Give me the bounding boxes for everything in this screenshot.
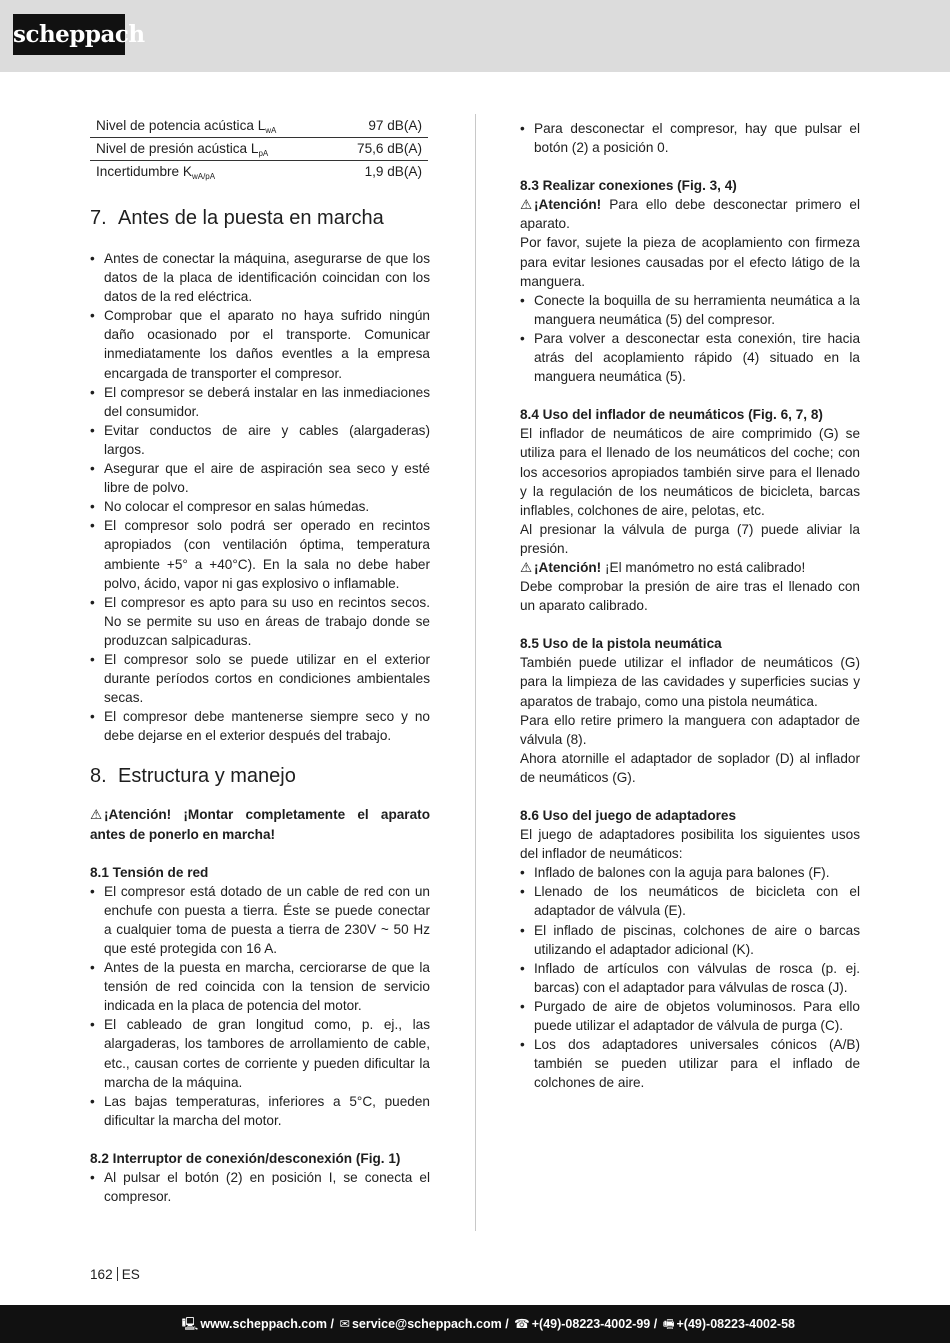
section-8-4-text: El inflador de neumáticos de aire comprimido (G) se utiliza para el llenado de los neumáticos del coche; con los accesorios apropiados también sirve para el llenado y la regulación de los neumáticos de bicicleta, barcas inflables, colchones de aire, pelotas, etc. [520,426,860,518]
list-item: • Inflado de balones con la aguja para balones (F). [520,863,860,882]
section-8-3-list [520,291,860,386]
mail-icon: ✉ [339,1317,350,1331]
section-8-5-text: Para ello retire primero la manguera con adaptador de válvula (8). [520,712,860,747]
left-column [90,115,430,1206]
noise-specs-table [90,115,428,183]
fax-number: +(49)-08223-4002-58 [676,1317,795,1331]
list-item: • El compresor debe mantenerse siempre seco y no debe dejarse en el exterior después del trabajo. [90,707,430,745]
section-8-4-text: Al presionar la válvula de purga (7) puede aliviar la presión. [520,521,860,556]
list-item: • Evitar conductos de aire y cables (alargaderas) largos. [90,421,430,459]
page-header [0,0,950,72]
section-8-2-list-continued [520,119,860,157]
list-item: • Purgado de aire de objetos voluminosos. Para ello puede utilizar el adaptador de válvula de purga (C). [520,997,860,1035]
list-item: • El compresor solo podrá ser operado en recintos apropiados (con ventilación óptima, temperatura ambiente +5° a +40°C). En la sala no debe haber polvo, ácido, vapor ni gas explosivo o inflamable. [90,516,430,592]
section-8-3-text: Por favor, sujete la pieza de acoplamiento con firmeza para evitar lesiones causadas por el efecto látigo de la manguera. [520,235,860,289]
spec-label: Nivel de presión acústica $L_{pA}$ [90,138,331,161]
section-7-heading: 7. Antes de la puesta en marcha [90,207,384,229]
warning-triangle-icon: ⚠ [520,197,533,213]
list-item: • El compresor se deberá instalar en las inmediaciones del consumidor. [90,383,430,421]
page-footer [0,1305,950,1343]
section-8-5-text: Ahora atornille el adaptador de soplador (D) al inflador de neumáticos (G). [520,750,860,785]
list-item: • El compresor está dotado de un cable de red con un enchufe con puesta a tierra. Éste se puede conectar a cualquier toma de puesta a tierra de 230V ~ 50 Hz que esté protegida con 16 A. [90,882,430,958]
page-number: 162 ES [90,1267,140,1282]
section-7-list [90,249,430,745]
list-item: • Inflado de artículos con válvulas de rosca (p. ej. barcas) con el adaptador para válvulas de rosca (J). [520,959,860,997]
section-8-6-list [520,863,860,1092]
warning-triangle-icon: ⚠ [520,559,533,575]
contact-line: 🖳 www.scheppach.com / ✉ service@scheppach.com / ☎ +(49)-08223-4002-99 / 🖷 +(49)-08223-4002-58 [180,1315,795,1334]
section-8-2-list [90,1168,430,1206]
list-item: • El compresor es apto para su uso en recintos secos. No se permite su uso en áreas de trabajo donde se produzcan salpicaduras. [90,593,430,650]
email-link[interactable]: service@scheppach.com [351,1317,502,1331]
phone-icon: ☎ [514,1317,530,1331]
right-column [520,119,860,1092]
list-item: • Antes de conectar la máquina, asegurarse de que los datos de la placa de identificación coincidan con los datos de la red eléctrica. [90,249,430,306]
website-link[interactable]: www.scheppach.com [200,1317,327,1331]
table-row [90,161,428,184]
list-item: • El inflado de piscinas, colchones de aire o barcas utilizando el adaptador adicional (K). [520,921,860,959]
phone-number: +(49)-08223-4002-99 [531,1317,651,1331]
list-item: • Para volver a desconectar esta conexión, tire hacia atrás del acoplamiento rápido (4) situado en la manguera neumática (5). [520,329,860,386]
table-row [90,138,428,161]
list-item: • Al pulsar el botón (2) en posición I, se conecta el compresor. [90,1168,430,1206]
section-8-6-heading: 8.6 Uso del juego de adaptadores [520,808,737,823]
warning-triangle-icon: ⚠ [90,807,103,823]
spec-value: 75,6 dB(A) [331,138,428,161]
list-item: • No colocar el compresor en salas húmedas. [90,497,430,516]
section-8-1-heading: 8.1 Tensión de red [90,864,209,880]
spec-value: 97 dB(A) [331,115,428,138]
section-8-3-heading: 8.3 Realizar conexiones (Fig. 3, 4) [520,178,737,194]
fax-icon: 🖷 [662,1317,675,1331]
list-item: • Comprobar que el aparato no haya sufrido ningún daño ocasionado por el transporte. Comunicar inmediatamente los daños eventles a la empresa encargada de transporter el compresor. [90,306,430,382]
list-item: • El compresor solo se puede utilizar en el exterior durante períodos cortos en condiciones ambientales secas. [90,650,430,707]
list-item: • Llenado de los neumáticos de bicicleta con el adaptador de válvula (E). [520,882,860,920]
section-8-4-heading: 8.4 Uso del inflador de neumáticos (Fig. 6, 7, 8) [520,407,823,423]
assembly-warning: ⚠ ¡Atención! ¡Montar completamente el aparato antes de ponerlo en marcha! [90,807,430,842]
spec-value: 1,9 dB(A) [364,164,422,180]
list-item: • Asegurar que el aire de aspiración sea seco y esté libre de polvo. [90,459,430,497]
section-8-5-heading: 8.5 Uso de la pistola neumática [520,636,722,652]
section-8-heading: 8. Estructura y manejo [90,765,296,788]
list-item: • Las bajas temperaturas, inferiores a 5°C, pueden dificultar la marcha del motor. [90,1092,430,1130]
section-8-6-text: El juego de adaptadores posibilita los siguientes usos del inflador de neumáticos: [520,827,860,862]
spec-label: Incertidumbre $K_{wA/pA}$ [96,164,216,182]
section-8-3-warning: ⚠ ¡Atención! Para ello debe desconectar primero el aparato. [520,197,860,232]
scheppach-logo: scheppach [13,14,125,55]
section-8-2-heading: 8.2 Interruptor de conexión/desconexión (Fig. 1) [90,1150,401,1166]
list-item: • Conecte la boquilla de su herramienta neumática a la manguera neumática (5) del compresor. [520,291,860,329]
column-divider [475,114,476,1231]
table-row [90,115,428,138]
section-8-5-text: También puede utilizar el inflador de neumáticos (G) para la limpieza de las cavidades y superficies sucias y aparatos de trabajo, como una pistola neumática. [520,655,860,709]
list-item: • Antes de la puesta en marcha, cerciorarse de que la tensión de red coincida con la tension de servicio indicada en la placa de potencia del motor. [90,958,430,1015]
list-item: • El cableado de gran longitud como, p. ej., las alargaderas, los tambores de arrollamiento de cable, etc., causan cortes de corriente y pueden dificultar la marcha de la máquina. [90,1015,430,1091]
list-item: • Para desconectar el compresor, hay que pulsar el botón (2) a posición 0. [520,119,860,157]
section-8-1-list [90,882,430,1130]
list-item: • Los dos adaptadores universales cónicos (A/B) también se pueden utilizar para el inflado de colchones de aire. [520,1035,860,1092]
section-8-4-warning: ⚠ ¡Atención! ¡El manómetro no está calibrado! [520,558,860,577]
computer-icon: 🖳 [181,1317,199,1331]
spec-label: Nivel de potencia acústica $L_{wA}$ [90,115,331,138]
section-8-4-text: Debe comprobar la presión de aire tras el llenado con un aparato calibrado. [520,579,860,614]
